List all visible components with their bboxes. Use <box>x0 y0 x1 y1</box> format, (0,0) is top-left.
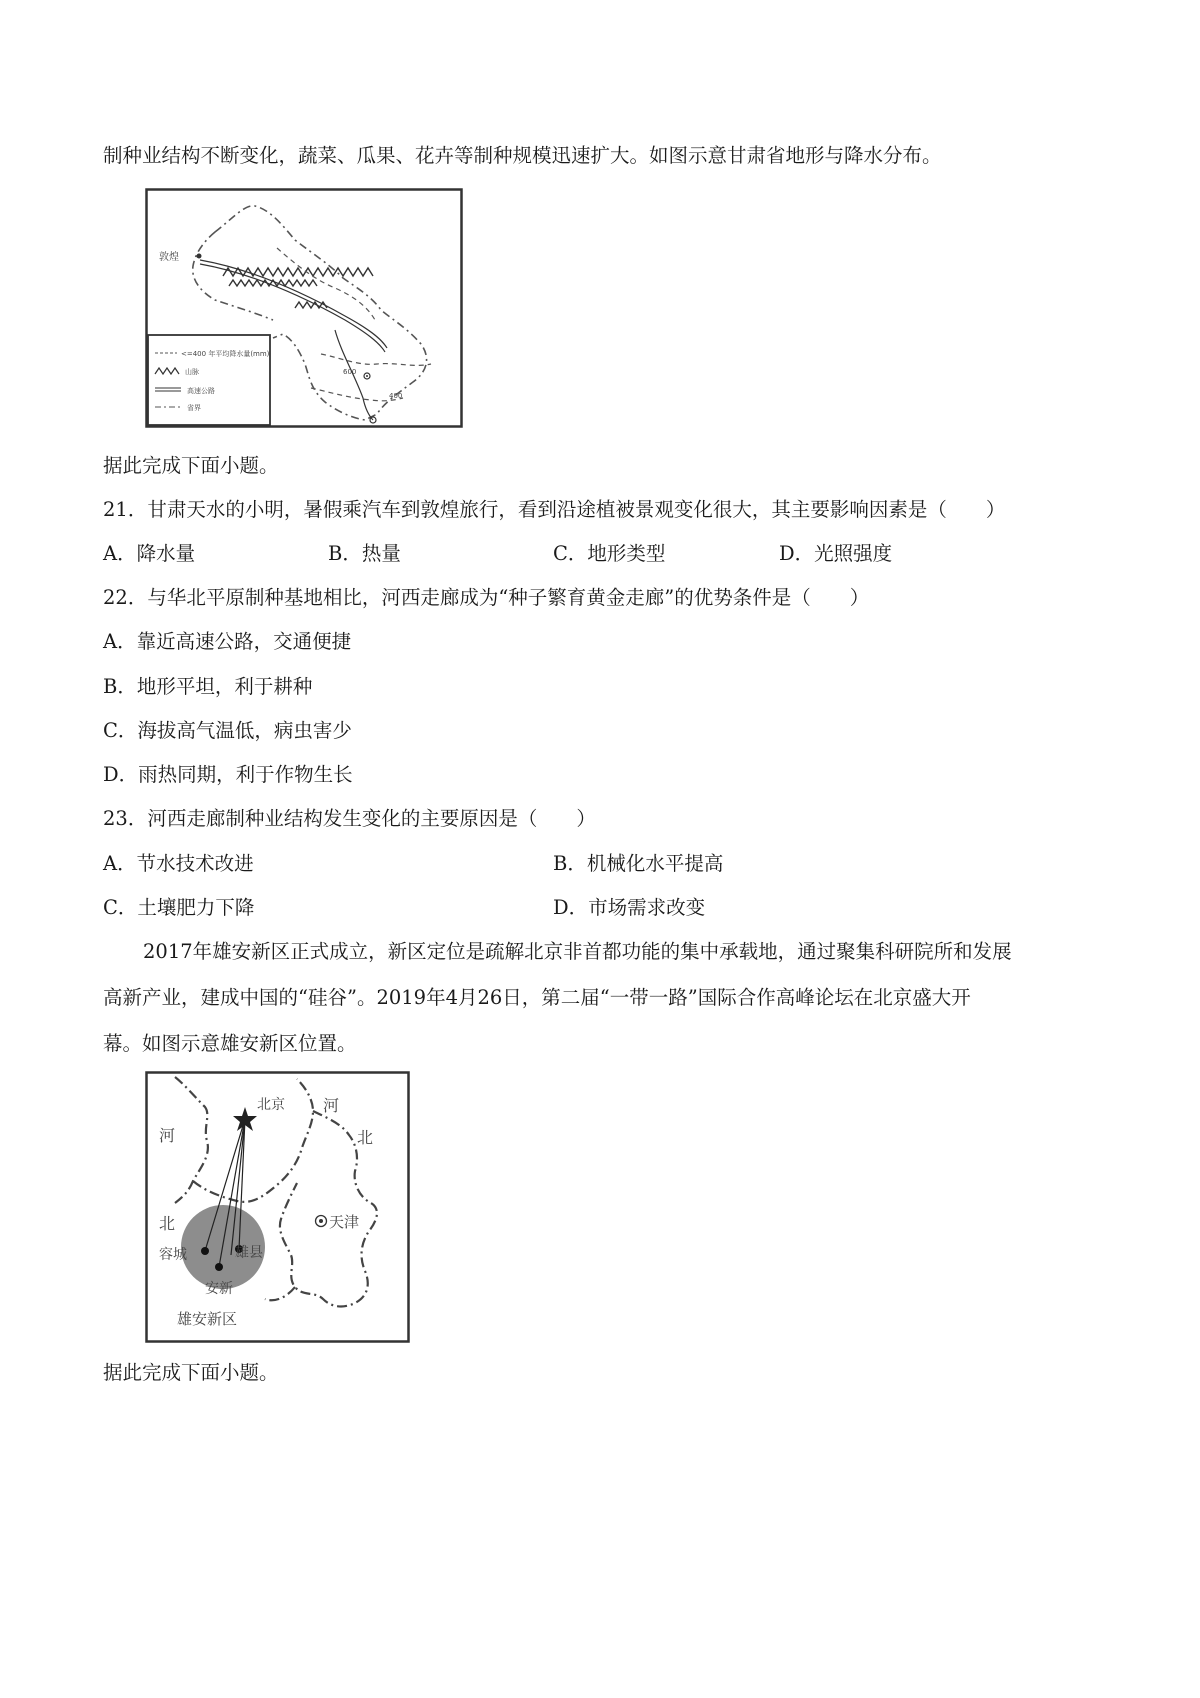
q22-option-b: B．地形平坦，利于耕种 <box>103 675 313 698</box>
passage-2-line-2: 高新产业，建成中国的“硅谷”。2019年4月26日，第二届“一带一路”国际合作高峰论坛在北京盛大开 <box>103 986 971 1009</box>
label-xiongxian: 雄县 <box>235 1245 263 1261</box>
question-21-stem: 21．甘肃天水的小明，暑假乘汽车到敦煌旅行，看到沿途植被景观变化很大，其主要影响因素是（ ） <box>103 498 1006 521</box>
dunhuang-label: 敦煌 <box>159 252 179 263</box>
q22-option-d: D．雨热同期，利于作物生长 <box>103 763 353 786</box>
gansu-map <box>145 188 463 428</box>
label-he-left: 河 <box>159 1126 176 1145</box>
xiongan-map <box>145 1071 410 1343</box>
q21-option-c: C．地形类型 <box>553 542 666 565</box>
label-bei-right: 北 <box>357 1128 374 1147</box>
label-bei-left: 北 <box>159 1214 176 1233</box>
intro-text: 制种业结构不断变化，蔬菜、瓜果、花卉等制种规模迅速扩大。如图示意甘肃省地形与降水分布。 <box>103 144 942 167</box>
q21-option-d: D．光照强度 <box>779 542 893 565</box>
q21-option-a: A．降水量 <box>103 542 196 565</box>
q22-option-c: C．海拔高气温低，病虫害少 <box>103 719 352 742</box>
q23-option-b: B．机械化水平提高 <box>553 852 724 875</box>
prompt-2: 据此完成下面小题。 <box>103 1361 279 1384</box>
passage-2-line-1: 2017年雄安新区正式成立，新区定位是疏解北京非首都功能的集中承载地，通过聚集科研院所和发展 <box>143 940 1012 963</box>
q22-option-a: A．靠近高速公路，交通便捷 <box>103 630 352 653</box>
label-he-right: 河 <box>323 1096 340 1115</box>
q23-option-c: C．土壤肥力下降 <box>103 896 255 919</box>
label-rongcheng: 容城 <box>159 1247 187 1263</box>
isohyet-label-400: 400 <box>389 392 403 400</box>
legend-item-precip: <=400 年平均降水量(mm) <box>181 350 270 358</box>
legend-item-boundary: 省界 <box>187 404 201 412</box>
q23-option-d: D．市场需求改变 <box>553 896 706 919</box>
question-23-stem: 23．河西走廊制种业结构发生变化的主要原因是（ ） <box>103 807 596 830</box>
legend-item-mountain: 山脉 <box>185 368 199 376</box>
question-22-stem: 22．与华北平原制种基地相比，河西走廊成为“种子繁育黄金走廊”的优势条件是（ ） <box>103 586 870 609</box>
isohyet-label-600: 600 <box>343 368 357 376</box>
prompt-1: 据此完成下面小题。 <box>103 454 279 477</box>
label-anxin: 安新 <box>205 1281 233 1297</box>
q23-option-a: A．节水技术改进 <box>103 852 254 875</box>
label-xiongan: 雄安新区 <box>177 1310 238 1328</box>
map1-legend <box>148 335 270 425</box>
passage-2-line-3: 幕。如图示意雄安新区位置。 <box>103 1032 357 1055</box>
legend-item-highway: 高速公路 <box>187 387 215 395</box>
label-tianjin: 天津 <box>329 1213 360 1231</box>
q21-option-b: B．热量 <box>328 542 401 565</box>
label-beijing: 北京 <box>257 1097 285 1113</box>
